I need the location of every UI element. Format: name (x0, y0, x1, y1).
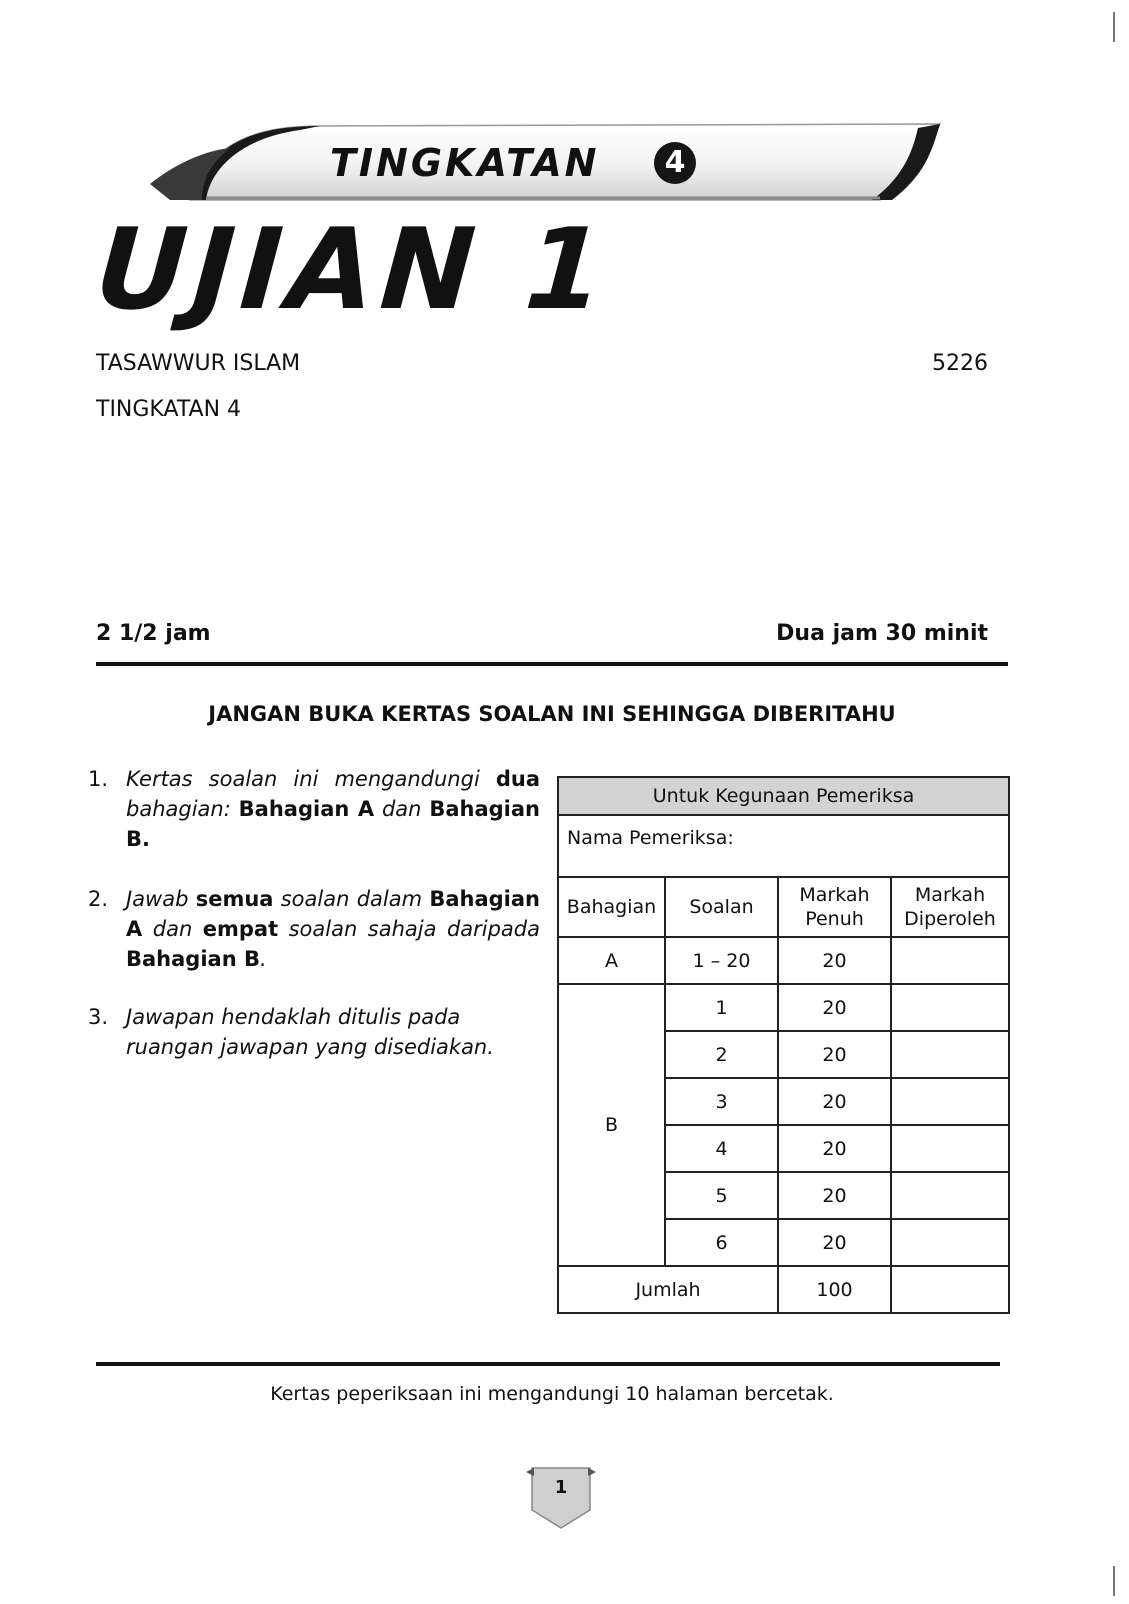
question-cell: 6 (665, 1219, 778, 1266)
examiner-name-field[interactable]: Nama Pemeriksa: (558, 815, 1009, 877)
full-mark-cell: 20 (778, 1172, 891, 1219)
instruction-bold: semua (195, 887, 274, 911)
full-mark-cell: 20 (778, 1078, 891, 1125)
obtained-mark-cell[interactable] (891, 984, 1009, 1031)
instruction-number: 2. (88, 887, 109, 911)
instruction-bold: Bahagian B. (126, 797, 540, 851)
form-level: TINGKATAN 4 (96, 397, 242, 422)
instruction-bold: dua (495, 767, 540, 791)
full-mark-cell: 20 (778, 1031, 891, 1078)
table-header: Untuk Kegunaan Pemeriksa (558, 777, 1009, 815)
question-cell: 1 – 20 (665, 937, 778, 984)
instruction-number: 1. (88, 767, 109, 791)
instruction-text: dan (374, 797, 430, 821)
obtained-mark-cell[interactable] (891, 1031, 1009, 1078)
instruction-bold: Bahagian A (238, 797, 375, 821)
obtained-mark-cell[interactable] (891, 1172, 1009, 1219)
banner-label: TINGKATAN (330, 141, 600, 185)
instruction-text: soalan sahaja daripada (278, 917, 541, 941)
page-count-note: Kertas peperiksaan ini mengandungi 10 halaman bercetak. (270, 1383, 834, 1405)
full-mark-cell: 20 (778, 984, 891, 1031)
column-header: Bahagian (558, 877, 665, 937)
obtained-mark-cell[interactable] (891, 1125, 1009, 1172)
instruction-3 (88, 1002, 540, 1062)
section-cell: B (558, 984, 665, 1266)
obtained-mark-cell[interactable] (891, 1078, 1009, 1125)
subject-name: TASAWWUR ISLAM (96, 351, 301, 376)
column-header: Markah Diperoleh (891, 877, 1009, 937)
table-row (558, 1266, 1009, 1313)
examiner-table (557, 776, 1010, 1314)
total-obtained-cell[interactable] (891, 1266, 1009, 1313)
duration-long: Dua jam 30 minit (776, 621, 988, 646)
obtained-mark-cell[interactable] (891, 937, 1009, 984)
banner-badge: 4 (654, 142, 696, 184)
question-cell: 4 (665, 1125, 778, 1172)
instruction-text: soalan dalam (273, 887, 430, 911)
column-header: Soalan (665, 877, 778, 937)
instruction-bold: Bahagian B (126, 947, 260, 971)
table-row (558, 984, 1009, 1031)
full-mark-cell: 20 (778, 937, 891, 984)
duration-short: 2 1/2 jam (96, 621, 211, 646)
page-number: 1 (554, 1477, 568, 1498)
instruction-bold: Bahagian A (126, 887, 540, 941)
full-mark-cell: 20 (778, 1125, 891, 1172)
total-label-cell: Jumlah (558, 1266, 778, 1313)
subject-code: 5226 (932, 351, 988, 376)
table-row (558, 937, 1009, 984)
total-full-cell: 100 (778, 1266, 891, 1313)
instruction-text: bahagian: (126, 797, 239, 821)
top-rule (96, 662, 1008, 666)
question-cell: 2 (665, 1031, 778, 1078)
section-cell: A (558, 937, 665, 984)
crop-mark-top (1113, 12, 1115, 42)
test-title: UJIAN 1 (91, 205, 615, 335)
bottom-rule (96, 1362, 1000, 1366)
instruction-text: Kertas soalan ini mengandungi (126, 767, 496, 791)
instruction-1 (88, 764, 540, 854)
instruction-number: 3. (88, 1005, 109, 1029)
column-header: Markah Penuh (778, 877, 891, 937)
instruction-text: Jawab (126, 887, 196, 911)
instruction-text: . (259, 947, 267, 971)
instruction-2 (88, 884, 540, 974)
instruction-bold: empat (202, 917, 279, 941)
instruction-text: Jawapan hendaklah ditulis pada ruangan jawapan yang disediakan. (126, 1005, 494, 1059)
question-cell: 3 (665, 1078, 778, 1125)
notice: JANGAN BUKA KERTAS SOALAN INI SEHINGGA DIBERITAHU (208, 702, 896, 726)
question-cell: 1 (665, 984, 778, 1031)
crop-mark-bottom (1113, 1566, 1115, 1596)
instruction-text: dan (142, 917, 203, 941)
full-mark-cell: 20 (778, 1219, 891, 1266)
question-cell: 5 (665, 1172, 778, 1219)
obtained-mark-cell[interactable] (891, 1219, 1009, 1266)
